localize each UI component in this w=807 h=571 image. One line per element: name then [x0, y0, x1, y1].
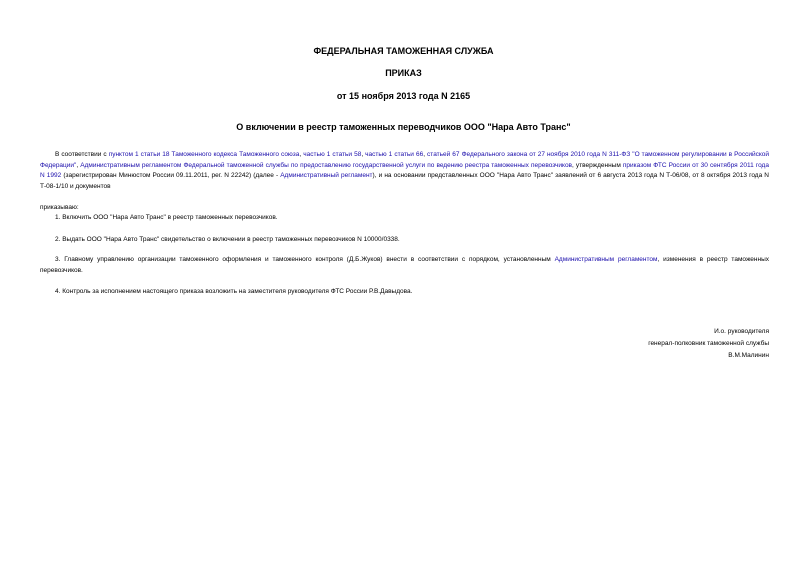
- order-item-4: 4. Контроль за исполнением настоящего приказа возложить на заместителя руководителя ФТС России Р.В.Давыдова.: [55, 288, 413, 295]
- link-administrative-regulation-full[interactable]: Административным регламентом Федеральной таможенной службы по предоставлению государственной услуги по ведению реестра таможенных перевозчиков: [80, 161, 573, 169]
- signature-name: В.М.Малинин: [728, 352, 769, 359]
- document-subject: О включении в реестр таможенных переводчиков ООО "Нара Авто Транс": [236, 122, 571, 132]
- order-item-1: 1. Включить ООО "Нара Авто Транс" в реестр таможенных перевозчиков.: [55, 214, 278, 221]
- document-type: ПРИКАЗ: [385, 68, 422, 78]
- order-item-3: [40, 255, 769, 276]
- preamble-text: (зарегистрирован Минюстом России 09.11.2011, рег. N 22242) (далее -: [61, 172, 281, 179]
- preamble-paragraph: [40, 150, 769, 192]
- order-item-2: 2. Выдать ООО "Нара Авто Транс" свидетельство о включении в реестр таможенных перевозчиков N 10000/0338.: [55, 236, 400, 243]
- preamble-text: ,: [76, 161, 81, 169]
- link-part1-art66[interactable]: частью 1 статьи 66: [365, 151, 424, 158]
- preamble-text: В соответствии с: [55, 151, 109, 158]
- link-part1-art58[interactable]: частью 1 статьи 58: [303, 151, 362, 158]
- signature-position: И.о. руководителя: [714, 328, 769, 335]
- preamble-text: ,: [361, 151, 366, 158]
- orders-label: приказываю:: [40, 204, 79, 211]
- link-art67-federal-law[interactable]: статьей 67 Федерального закона от 27 ноября 2010 года N 311-ФЗ "О таможенном регулировании в Российской Федерации": [40, 151, 770, 169]
- link-administrative-regulation[interactable]: Административный регламент: [280, 172, 373, 179]
- preamble-text: , утвержденным: [572, 161, 623, 169]
- signature-rank: генерал-полковник таможенной службы: [648, 340, 769, 347]
- agency-title: ФЕДЕРАЛЬНАЯ ТАМОЖЕННАЯ СЛУЖБА: [313, 46, 494, 56]
- link-administrative-regulation-item3[interactable]: Административным регламентом: [554, 256, 658, 263]
- preamble-text: ,: [423, 151, 428, 158]
- order-item-3-text: , изменения в реестр таможенных перевозчиков.: [40, 256, 770, 274]
- preamble-text: ,: [299, 151, 304, 158]
- link-customs-code-art18[interactable]: пунктом 1 статьи 18 Таможенного кодекса Таможенного союза: [108, 151, 300, 158]
- preamble-text: ), и на основании представленных ООО "Нара Авто Транс" заявлений от 6 августа 2013 года N Т-06/08, от 8 октября 2013 года N Т-08-1/10 и документов: [40, 172, 769, 190]
- document-date-number: от 15 ноября 2013 года N 2165: [336, 91, 471, 101]
- order-item-3-text: 3. Главному управлению организации таможенного оформления и таможенного контроля (Д.Б.Жуков) внести в соответствии с порядком, установленным: [55, 256, 555, 263]
- link-fts-order-1992[interactable]: приказом ФТС России от 30 сентября 2011 года N 1992: [40, 161, 769, 179]
